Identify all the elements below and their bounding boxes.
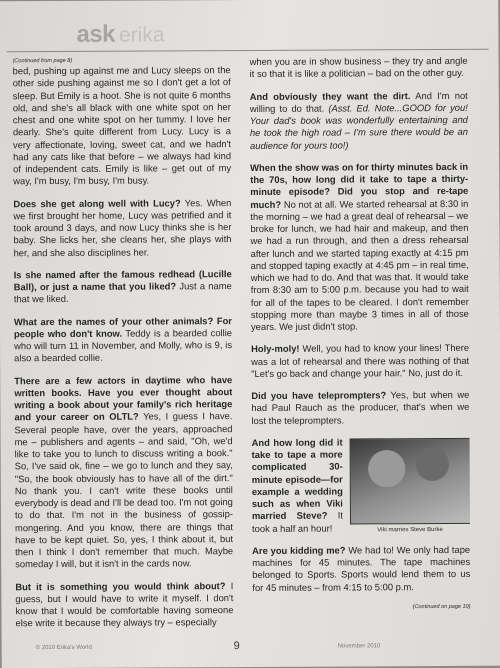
answer-text: And I'm not willing to do that. xyxy=(249,89,468,114)
answer-text: It took a half an hour! xyxy=(251,509,343,534)
masthead-ask: ask xyxy=(76,20,116,48)
continued-from-note: (Continued from page 8) xyxy=(12,57,73,65)
article-paragraph xyxy=(15,580,233,630)
answer-text: Yes, I guess I have. Several people have, over the years, approached me – publishers and agents – and said, "Oh, we'd like to take you to lunch to discuss writing a book." So, I've said ok, fine – we go to lunch and they say, "So, the book obviously has to have all of the dirt." No thank you. I can't write these books until everybody is dead and I'll be dead too. I'm not going to do that. I'm not in the business of gossip-mongering. And you know, there are things that have to be kept quiet. So, yes, I think about it, but then I think I don't remember that much. Maybe someday I will, but it isn't in the cards now. xyxy=(14,410,234,570)
answer-text: when you are in show business – they try and angle it so that it is like a politician – bad on the other guy. xyxy=(249,54,468,80)
article-paragraph xyxy=(252,544,470,594)
answer-text: Teddy is a bearded collie who will turn 11 in November, and Molly, who is 9, is also a bearded collie. xyxy=(14,326,233,364)
page-number: 9 xyxy=(233,640,240,653)
answer-text: Well, you had to know your lines! There was a lot of rehearsal and there was nothing of that "Let's go back and change your hair." No, just do it. xyxy=(251,342,470,379)
interview-question: Does she get along well with Lucy? xyxy=(13,196,181,209)
interview-question: Are you kidding me? xyxy=(252,544,346,556)
footer-date: November 2010 xyxy=(337,643,381,650)
interview-question: When the show was on for thirty minutes back in the 70s, how long did it take to tape a thirty-minute episode? Did you stop and re-tape much? xyxy=(250,160,469,210)
answer-text: bed, pushing up against me and Lucy sleeps on the other side pushing against me so I don't get a lot of sleep. But Emily is a hoot. She is not quite 6 months old, and she's all black with one white spot on her chest and one white spot on her tummy. I love her dearly. She's quite different from Lucy. Lucy is a very affectionate, loving, sweet cat, and we hadn't had any cats like that before – we always had kind of independent cats. Emily is like – get out of my way, I'm busy, I'm busy, I'm busy. xyxy=(12,64,232,187)
interview-question: Did you have teleprompters? xyxy=(251,389,387,401)
interview-question: And how long did it take to tape a more complicated 30-minute episode—for example a wedding such as when Viki married Steve? xyxy=(251,436,343,522)
masthead-erika: erika xyxy=(118,23,165,47)
answer-text: Yes, but when we had Paul Rauch as the producer, that's when we lost the teleprompters. xyxy=(251,388,470,426)
article-paragraph xyxy=(252,436,471,535)
footer xyxy=(2,640,500,653)
wedding-photo xyxy=(350,438,471,525)
header-rule xyxy=(7,49,489,53)
article-paragraph xyxy=(251,389,469,427)
interview-question: What are the names of your other animals? For people who don't know. xyxy=(13,314,232,339)
interview-question: There are a few actors in daytime who have written books. Have you ever thought about writing a book about your family's rich heritage and your career on OLTL? xyxy=(14,373,233,423)
answer-text: I guess, but I would have to write it myself. I don't know that I would be comfortable having someone else write it because they always try – especially xyxy=(15,579,234,629)
wedding-photo-figure xyxy=(350,438,471,539)
interview-question: Is she named after the famous redhead (Lucille Ball), or just a name that you liked? xyxy=(13,267,232,293)
interview-question: But it is something you would think about? xyxy=(15,579,226,592)
article-paragraph xyxy=(250,89,468,151)
answer-text: Yes. When we first brought her home, Lucy was petrified and it took around 3 days, and now Lucy thinks she is her baby. She licks her, she cleans her, she plays with her, and she also disciplines her. xyxy=(13,196,232,258)
editor-note: (Asst. Ed. Note...GOOD for you! Your dad's book was wonderfully entertaining and he took the high road – I'm sure there would be an audience for yours too!) xyxy=(249,101,468,151)
article-paragraph xyxy=(13,197,231,259)
photo-caption: Viki marries Steve Burke xyxy=(377,526,443,534)
article-paragraph xyxy=(13,64,232,188)
right-column xyxy=(250,55,471,639)
masthead xyxy=(76,20,164,48)
interview-question: Holy-moly! xyxy=(251,342,300,355)
article-paragraph xyxy=(14,315,232,365)
article-paragraph xyxy=(250,161,469,334)
article-paragraph xyxy=(14,374,233,571)
left-column xyxy=(13,56,234,640)
footer-copyright: © 2010 Erika's World xyxy=(35,644,92,652)
answer-text: Just a name that we liked. xyxy=(13,280,232,305)
article-paragraph xyxy=(251,342,469,380)
answer-text: We had to! We only had tape machines for 45 minutes. The tape machines belonged to Sports. Sports would lend them to us for 45 minutes – from 4:15 to 5:00 p.m. xyxy=(252,543,471,593)
continued-on-note: (Continued on page 10) xyxy=(412,603,471,610)
interview-question: And obviously they want the dirt. xyxy=(249,89,411,102)
article-paragraph xyxy=(14,268,232,306)
answer-text: No not at all. We started rehearsal at 8:30 in the morning – we had a great deal of rehearsal – we broke for lunch, we had hair and makeup, and then we had a run through, and then a dress rehearsal after lunch and we started taping exactly at 4:15 pm and stopped taping exactly at 4:45 pm – in real time, which we had to do. And that was that. It would take from 8:30 am to 5:00 p.m. because you had to wait for all of the tapes to be cleared. I don't remember stopping more than maybe 3 times in all of those years. We just didn't stop. xyxy=(250,197,469,332)
article-paragraph xyxy=(250,55,468,81)
